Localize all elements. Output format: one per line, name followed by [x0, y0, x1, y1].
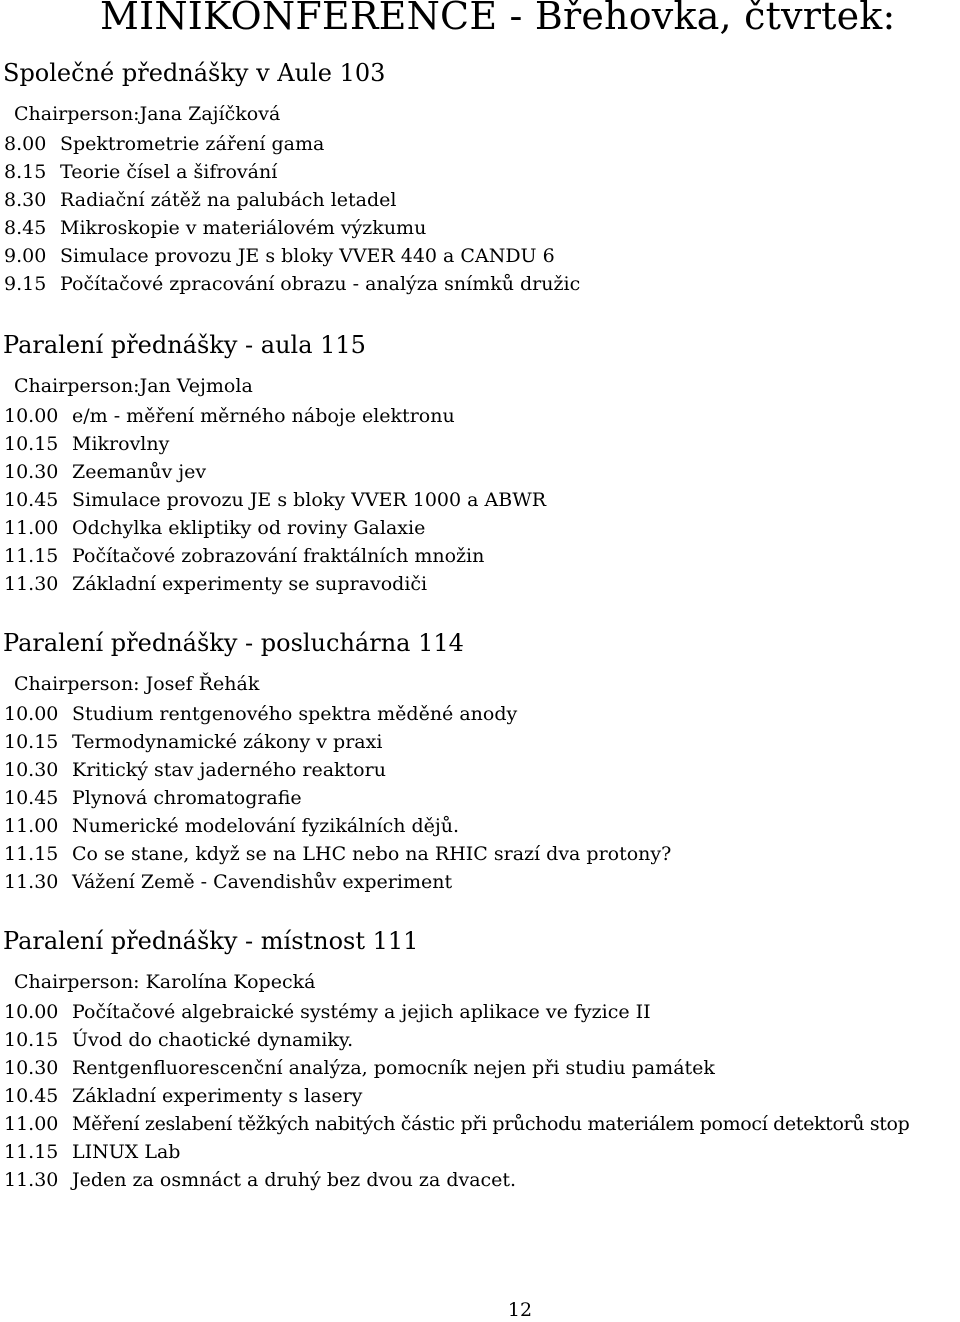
talk-title: Zeemanův jev [72, 461, 207, 483]
talk-item [4, 756, 958, 784]
talk-time: 10.45 [4, 1085, 59, 1107]
talk-item [4, 700, 958, 728]
talk-time: 11.30 [4, 1169, 59, 1191]
talk-item [4, 130, 958, 158]
talk-item [4, 542, 958, 570]
session-heading: Společné přednášky v Aule 103 [3, 59, 386, 87]
session-heading: Paralení přednášky - aula 115 [3, 331, 366, 359]
talk-time: 8.15 [4, 161, 47, 183]
talk-title: Počítačové algebraické systémy a jejich aplikace ve fyzice II [72, 1001, 651, 1023]
talk-title: Radiační zátěž na palubách letadel [60, 189, 397, 211]
page-number: 12 [507, 1299, 533, 1321]
talk-item [4, 1026, 958, 1054]
talk-list [3, 700, 958, 896]
talk-time: 10.15 [4, 1029, 59, 1051]
talk-time: 9.00 [4, 245, 47, 267]
chairperson: Chairperson: Karolína Kopecká [14, 971, 316, 993]
talk-time: 8.45 [4, 217, 47, 239]
talk-list [3, 998, 958, 1194]
talk-time: 9.15 [4, 273, 47, 295]
talk-item [4, 1082, 958, 1110]
talk-item [4, 570, 958, 598]
talk-item [4, 214, 958, 242]
talk-title: Teorie čísel a šifrování [60, 161, 278, 183]
talk-item [4, 1054, 958, 1082]
talk-time: 10.00 [4, 1001, 59, 1023]
talk-title: Termodynamické zákony v praxi [72, 731, 383, 753]
session-mistnost-111 [3, 926, 958, 1194]
talk-title: Simulace provozu JE s bloky VVER 1000 a ABWR [72, 489, 547, 511]
talk-title: Kritický stav jaderného reaktoru [72, 759, 386, 781]
talk-time: 11.15 [4, 545, 59, 567]
talk-time: 11.15 [4, 843, 59, 865]
page-title: MINIKONFERENCE - Břehovka, čtvrtek: [100, 0, 896, 38]
talk-list [3, 402, 958, 598]
talk-item [4, 514, 958, 542]
chairperson: Chairperson:Jana Zajíčková [14, 103, 281, 125]
session-posluchárna-114 [3, 628, 958, 896]
talk-item [4, 158, 958, 186]
talk-title: LINUX Lab [72, 1141, 181, 1163]
talk-item [4, 270, 958, 298]
talk-item [4, 458, 958, 486]
talk-item [4, 812, 958, 840]
talk-title: Úvod do chaotické dynamiky. [72, 1029, 354, 1051]
talk-time: 10.45 [4, 489, 59, 511]
session-heading: Paralení přednášky - místnost 111 [3, 927, 419, 955]
talk-item [4, 728, 958, 756]
talk-title: Numerické modelování fyzikálních dějů. [72, 815, 460, 837]
session-aula-115 [3, 330, 958, 598]
session-heading: Paralení přednášky - posluchárna 114 [3, 629, 464, 657]
talk-time: 10.15 [4, 731, 59, 753]
talk-item [4, 840, 958, 868]
talk-title: Základní experimenty se supravodiči [72, 573, 428, 595]
chairperson: Chairperson: Josef Řehák [14, 673, 260, 695]
talk-time: 10.15 [4, 433, 59, 455]
chairperson: Chairperson:Jan Vejmola [14, 375, 253, 397]
talk-title: Jeden za osmnáct a druhý bez dvou za dvacet. [72, 1169, 517, 1191]
talk-time: 10.00 [4, 703, 59, 725]
talk-title: Spektrometrie záření gama [60, 133, 325, 155]
talk-item [4, 1138, 958, 1166]
talk-item [4, 1166, 958, 1194]
talk-item [4, 402, 958, 430]
talk-title: Základní experimenty s lasery [72, 1085, 363, 1107]
talk-time: 10.45 [4, 787, 59, 809]
talk-time: 8.30 [4, 189, 47, 211]
session-common [3, 58, 958, 298]
talk-item [4, 868, 958, 896]
talk-title: Měření zeslabení těžkých nabitých částic při průchodu materiálem pomocí detektorů stop [72, 1113, 910, 1135]
talk-time: 10.30 [4, 461, 59, 483]
talk-title: Počítačové zobrazování fraktálních množin [72, 545, 485, 567]
talk-time: 10.30 [4, 759, 59, 781]
talk-time: 10.30 [4, 1057, 59, 1079]
talk-title: Mikroskopie v materiálovém výzkumu [60, 217, 427, 239]
talk-time: 10.00 [4, 405, 59, 427]
talk-item [4, 186, 958, 214]
talk-item [4, 998, 958, 1026]
talk-title: Studium rentgenového spektra měděné anody [72, 703, 518, 725]
talk-time: 11.30 [4, 573, 59, 595]
talk-title: Počítačové zpracování obrazu - analýza snímků družic [60, 273, 581, 295]
talk-time: 8.00 [4, 133, 47, 155]
talk-title: Co se stane, když se na LHC nebo na RHIC srazí dva protony? [72, 843, 672, 865]
talk-title: Mikrovlny [72, 433, 170, 455]
talk-title: Simulace provozu JE s bloky VVER 440 a CANDU 6 [60, 245, 555, 267]
talk-item [4, 784, 958, 812]
talk-title: Plynová chromatografie [72, 787, 302, 809]
talk-title: e/m - měření měrného náboje elektronu [72, 405, 455, 427]
talk-time: 11.00 [4, 1113, 59, 1135]
talk-title: Vážení Země - Cavendishův experiment [72, 871, 453, 893]
talk-item [4, 486, 958, 514]
talk-item [4, 1110, 958, 1138]
talk-title: Rentgenfluorescenční analýza, pomocník nejen při studiu památek [72, 1057, 715, 1079]
talk-time: 11.00 [4, 517, 59, 539]
talk-title: Odchylka ekliptiky od roviny Galaxie [72, 517, 426, 539]
talk-time: 11.30 [4, 871, 59, 893]
talk-list [3, 130, 958, 298]
talk-time: 11.15 [4, 1141, 59, 1163]
talk-time: 11.00 [4, 815, 59, 837]
talk-item [4, 430, 958, 458]
talk-item [4, 242, 958, 270]
